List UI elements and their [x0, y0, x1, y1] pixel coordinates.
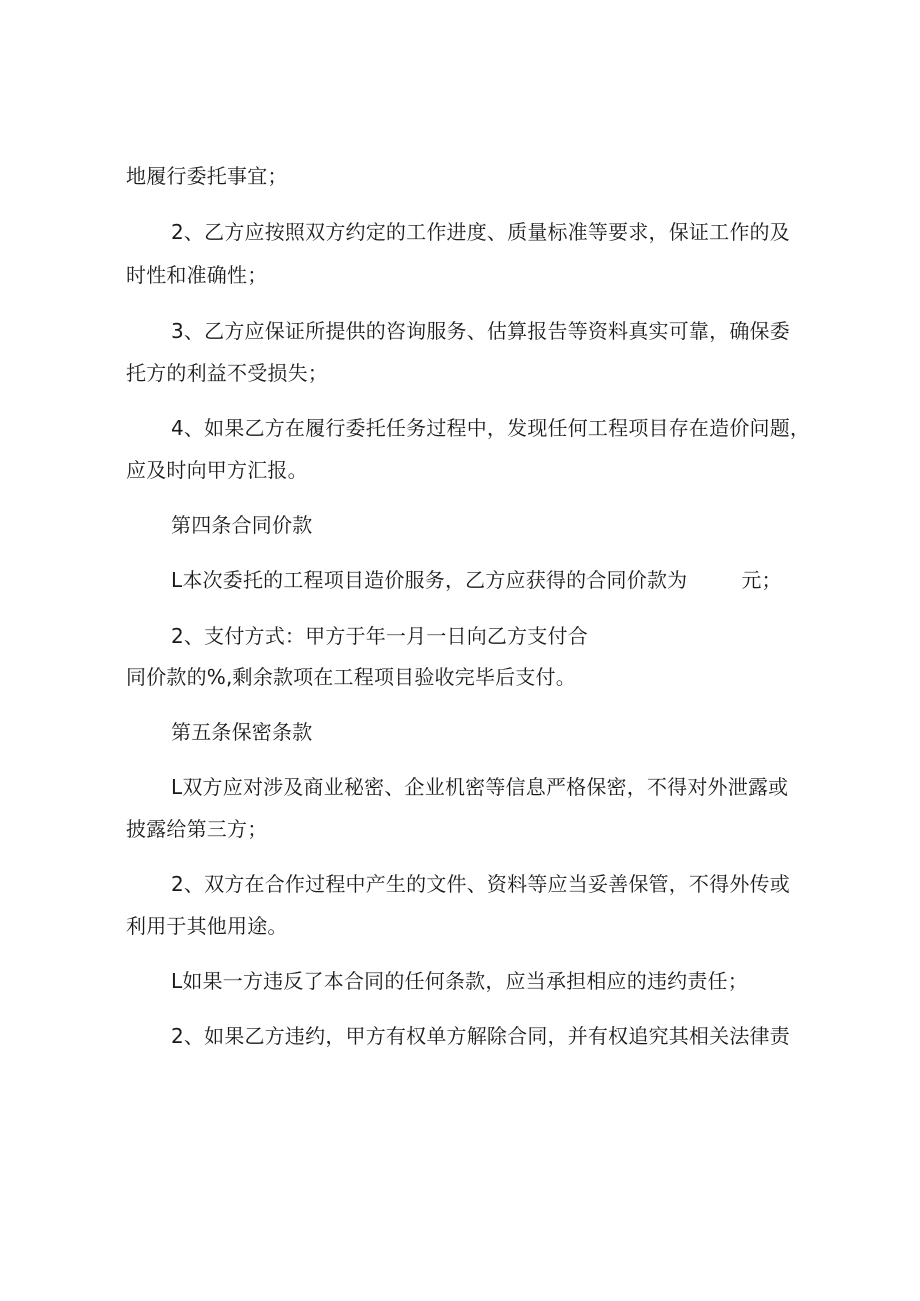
confidential-clause-2-line-2: 利用于其他用途。 [126, 914, 288, 938]
confidential-clause-2-line-1: 2、双方在合作过程中产生的文件、资料等应当妥善保管，不得外传或 [171, 872, 790, 896]
clause-2-line-2: 时性和准确性； [126, 263, 268, 287]
payment-clause-line-2: 同价款的%,剩余款项在工程项目验收完毕后支付。 [126, 665, 576, 689]
paragraph-line: 地履行委托事宜； [126, 164, 288, 188]
breach-clause-2: 2、如果乙方违约，甲方有权单方解除合同，并有权追究其相关法律责 [171, 1024, 790, 1048]
clause-2-line-1: 2、乙方应按照双方约定的工作进度、质量标准等要求，保证工作的及 [171, 220, 790, 244]
payment-clause-line-1: 2、支付方式：甲方于年一月一日向乙方支付合 [171, 624, 588, 648]
price-clause-text: L本次委托的工程项目造价服务，乙方应获得的合同价款为 [171, 568, 688, 592]
clause-4-line-2: 应及时向甲方汇报。 [126, 458, 308, 482]
clause-3-line-1: 3、乙方应保证所提供的咨询服务、估算报告等资料真实可靠，确保委 [171, 319, 790, 343]
section-heading-article-5: 第五条保密条款 [171, 720, 313, 744]
confidential-clause-1-line-1: L双方应对涉及商业秘密、企业机密等信息严格保密，不得对外泄露或 [171, 775, 789, 799]
confidential-clause-1-line-2: 披露给第三方； [126, 817, 268, 841]
breach-clause-1: L如果一方违反了本合同的任何条款，应当承担相应的违约责任； [171, 969, 748, 993]
clause-4-line-1: 4、如果乙方在履行委托任务过程中，发现任何工程项目存在造价问题， [171, 416, 811, 440]
clause-3-line-2: 托方的利益不受损失； [126, 361, 328, 385]
price-clause-1 [171, 568, 782, 592]
price-clause-unit: 元； [741, 568, 782, 592]
section-heading-article-4: 第四条合同价款 [171, 513, 313, 537]
